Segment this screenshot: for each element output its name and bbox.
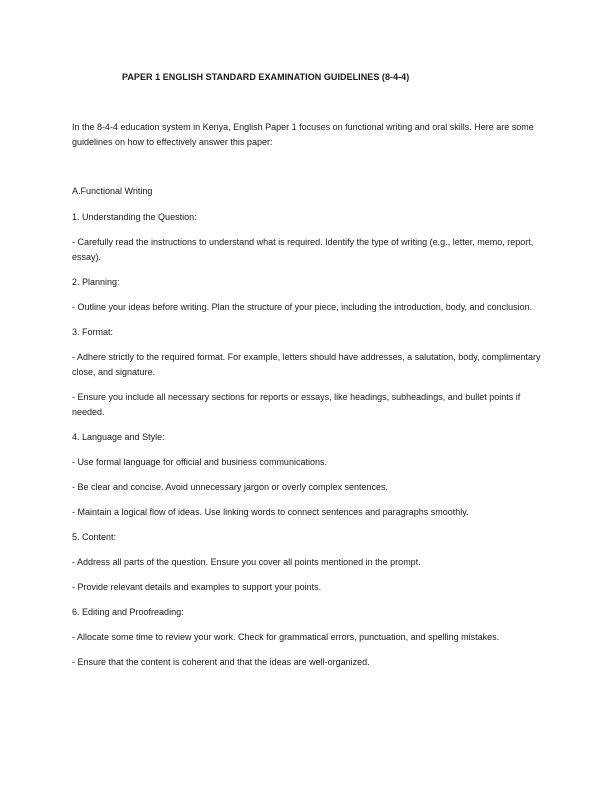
bullet-editing-1: - Allocate some time to review your work. Check for grammatical errors, punctuation, and spelling mistakes. — [72, 632, 500, 642]
bullet-format-1: - Adhere strictly to the required format. For example, letters should have addresses, a salutation, body, complimentary close, and signature. — [72, 352, 541, 377]
bullet-planning-1: - Outline your ideas before writing. Plan the structure of your piece, including the introduction, body, and conclusion. — [72, 302, 533, 312]
bullet-editing-2: - Ensure that the content is coherent and that the ideas are well-organized. — [72, 657, 370, 667]
step-heading-format: 3. Format: — [72, 327, 114, 337]
step-heading-planning: 2. Planning: — [72, 277, 120, 287]
bullet-format-2: - Ensure you include all necessary sections for reports or essays, like headings, subheadings, and bullet points if needed. — [72, 392, 521, 417]
step-heading-understanding: 1. Understanding the Question: — [72, 212, 197, 222]
step-heading-language-style: 4. Language and Style: — [72, 432, 165, 442]
document-body — [72, 120, 552, 680]
step-heading-content: 5. Content: — [72, 532, 117, 542]
intro-paragraph: In the 8-4-4 education system in Kenya, English Paper 1 focuses on functional writing and oral skills. Here are some guidelines on how to effectively answer this paper: — [72, 122, 534, 147]
step-heading-editing: 6. Editing and Proofreading: — [72, 607, 184, 617]
bullet-language-2: - Be clear and concise. Avoid unnecessary jargon or overly complex sentences. — [72, 482, 389, 492]
bullet-content-1: - Address all parts of the question. Ensure you cover all points mentioned in the prompt. — [72, 557, 421, 567]
page-title: PAPER 1 ENGLISH STANDARD EXAMINATION GUIDELINES (8-4-4) — [122, 72, 410, 82]
section-heading-functional-writing: A.Functional Writing — [72, 186, 153, 196]
bullet-content-2: - Provide relevant details and examples to support your points. — [72, 582, 322, 592]
bullet-language-3: - Maintain a logical flow of ideas. Use linking words to connect sentences and paragraphs smoothly. — [72, 507, 469, 517]
bullet-understanding-1: - Carefully read the instructions to understand what is required. Identify the type of writing (e.g., letter, memo, report, essay). — [72, 237, 534, 262]
bullet-language-1: - Use formal language for official and business communications. — [72, 457, 327, 467]
